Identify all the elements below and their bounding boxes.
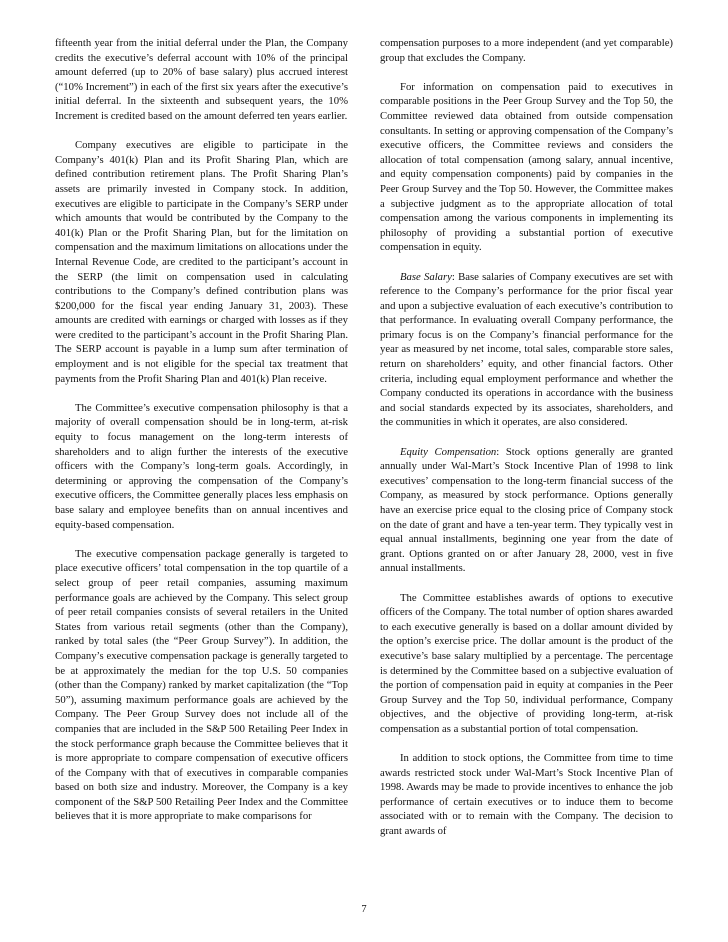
paragraph-401k-profit-sharing: Company executives are eligible to participate in the Company’s 401(k) Plan and its Profit Sharing Plan, which are defined contribution retirement plans. The Profit Sharing Plan’s assets are primarily invested in Company stock. In addition, executives are eligible to participate in the Company’s SERP under which amounts that would be contributed by the Company to the 401(k) Plan or the Profit Sharing Plan, but for the limitation on compensation and the maximum limitations on allocations under the Internal Revenue Code, are credited to the participant’s account in the SERP (the limit on compensation used in calculating contributions to the Company’s defined contribution plans was $200,000 for the fiscal year ending January 31, 2003). These amounts are credited with earnings or charged with losses as if they were credited to the participant’s account in the Profit Sharing Plan. The SERP account is payable in a lump sum after termination of employment and is not eligible for the special tax treatment that payments from the Profit Sharing Plan and 401(k) Plan receive. <box>55 139 348 385</box>
paragraph-deferral-increment: fifteenth year from the initial deferral under the Plan, the Company credits the executive’s deferral account with 10% of the principal amount deferred (up to 20% of base salary) plus accrued interest (“10% Increment”) in each of the first six years after the executive’s initial deferral. In the sixteenth and subsequent years, the 10% Increment is credited based on the amount deferred ten years earlier. <box>55 37 348 122</box>
paragraph-peer-group: The executive compensation package generally is targeted to place executive officers’ total compensation in the top quartile of a select group of peer retail companies, assuming maximum performance goals are achieved by the Company. This select group of peer retail companies consists of several retailers in the United States from various retail segments (other than the Company), ranked by total sales (the “Peer Group Survey”). In addition, the Company’s executive compensation package is generally targeted to be at approximately the median for the top U.S. 50 companies (other than the Company) ranked by market capitalization (the “Top 50”), assuming maximum performance goals are achieved by the Company. The Peer Group Survey does not include all of the companies that are included in the S&P 500 Retailing Peer Index in the stock performance graph because the Committee believes that it is more appropriate to compare compensation of executive officers of the Company with that of executives in comparable companies based on both size and industry. Moreover, the Company is a key component of the S&P 500 Retailing Peer Index and the Committee believes that it is more appropriate to make comparisons for <box>55 547 348 823</box>
paragraph-compensation-philosophy: The Committee’s executive compensation philosophy is that a majority of overall compensation should be in long-term, at-risk equity to focus management on the long-term interests of shareholders and to align further the interests of the executive officers with the Company’s long-term goals. Accordingly, in determining or approving the compensation of the Company’s executive officers, the Committee generally places less emphasis on base salary and employee benefits than on annual incentives and equity-based compensation. <box>55 401 348 531</box>
equity-compensation-heading: Equity Compensation <box>400 445 497 458</box>
equity-compensation-text: : Stock options generally are granted annually under Wal-Mart’s Stock Incentive Plan of 1998 to link executives’ compensation to the long-term financial success of the Company, as measured by stock performance. Options generally have an exercise price equal to the closing price of Company stock on the date of grant and have a ten-year term. They typically vest in equal annual installments, beginning one year from the date of grant. Options granted on or after January 28, 2000, vest in five annual installments. <box>380 445 674 575</box>
paragraph-equity-compensation <box>380 445 673 576</box>
paragraph-restricted-stock: In addition to stock options, the Committee from time to time awards restricted stock under Wal-Mart’s Stock Incentive Plan of 1998. Awards may be made to provide incentives to enhance the job performance of certain executives or to induce them to become associated with or to remain with the Company. The decision to grant awards of <box>380 752 673 838</box>
base-salary-heading: Base Salary <box>400 270 452 283</box>
right-column <box>380 36 673 839</box>
paragraph-consultant-data: For information on compensation paid to executives in comparable positions in the Peer Group Survey and the Top 50, the Committee reviewed data obtained from outside compensation consultants. In setting or approving compensation of the Company’s executive officers, the Committee reviews and considers the allocation of total compensation (among salary, annual incentive, and equity compensation components) paid by companies in the Peer Group Survey and the Top 50. However, the Committee makes a subjective judgment as to the appropriate allocation of total compensation among the various components in implementing its philosophy of providing a substantial portion of executive compensation in equity. <box>380 80 673 254</box>
paragraph-base-salary <box>380 270 673 431</box>
paragraph-option-awards: The Committee establishes awards of options to executive officers of the Company. The total number of option shares awarded to each executive generally is based on a dollar amount divided by the option’s exercise price. The dollar amount is the product of the executive’s base salary multiplied by a percentage. The percentage is determined by the Committee based on a subjective evaluation of the portion of compensation paid in equity at companies in the Peer Group Survey and the Top 50, individual performance, Company objectives, and the objective of providing long-term, at-risk compensation as a substantial portion of total compensation. <box>380 591 673 735</box>
page-number: 7 <box>361 904 367 915</box>
base-salary-text: : Base salaries of Company executives are set with reference to the Company’s performance for the prior fiscal year and upon a subjective evaluation of each executive’s contribution to that performance. In evaluating overall Company performance, the primary focus is on the Company’s financial performance for the year as measured by net income, total sales, comparable store sales, return on shareholders’ equity, and other financial factors. Other criteria, including equal employment performance and whether the Company conducted its operations in accordance with the business and social standards expected by its associates, shareholders, and the communities in which it operates, are also considered. <box>380 270 673 429</box>
left-column <box>55 36 348 824</box>
paragraph-comparison-continued: compensation purposes to a more independent (and yet comparable) group that excludes the Company. <box>380 37 673 64</box>
